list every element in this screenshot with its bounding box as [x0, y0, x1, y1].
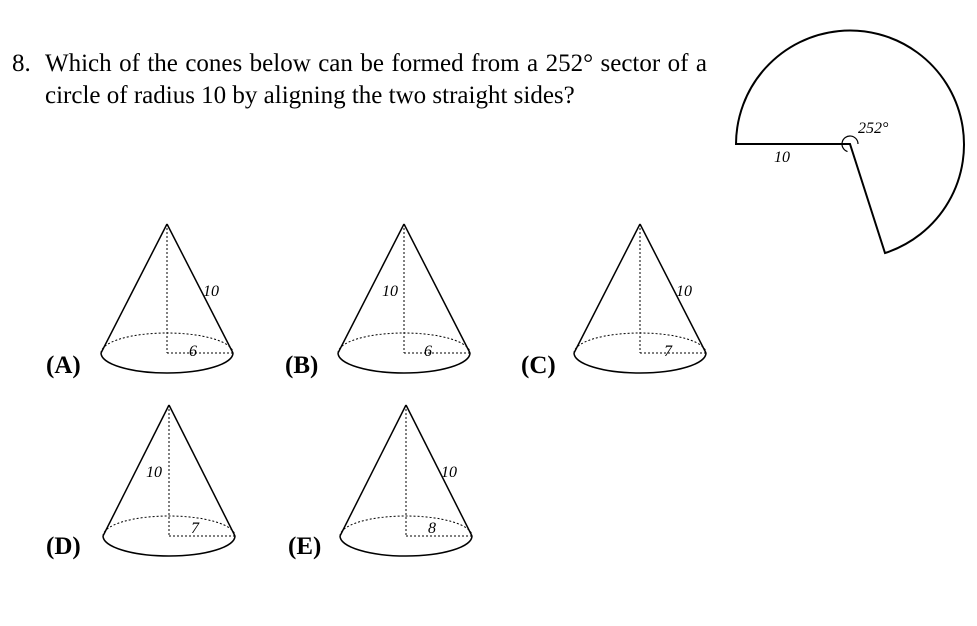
sector-outline [736, 31, 964, 253]
cone-d-radius-label: 7 [191, 520, 199, 537]
sector-figure [736, 31, 964, 253]
cone-e-slant-label: 10 [441, 464, 457, 481]
option-d-label[interactable]: (D) [46, 533, 81, 560]
option-e-label[interactable]: (E) [288, 533, 322, 560]
cone-a[interactable] [101, 224, 233, 373]
cone-d-height-label: 10 [146, 464, 162, 481]
sector-radius-label: 10 [774, 149, 790, 166]
cone-b-height-label: 10 [382, 283, 398, 300]
cone-c-radius-label: 7 [664, 343, 672, 360]
cone-b-radius-label: 6 [424, 343, 432, 360]
cone-b[interactable] [338, 224, 470, 373]
cone-d[interactable] [103, 405, 235, 556]
cone-a-radius-label: 6 [189, 343, 197, 360]
option-a-label[interactable]: (A) [46, 352, 81, 379]
option-b-label[interactable]: (B) [285, 352, 319, 379]
option-c-label[interactable]: (C) [521, 352, 556, 379]
cone-e-radius-label: 8 [428, 520, 436, 537]
question-text: Which of the cones below can be formed from a 252° sector of a circle of radius 10 by aligning the two straight sides? [45, 50, 707, 109]
cone-e[interactable] [340, 405, 472, 556]
cone-c-slant-label: 10 [676, 283, 692, 300]
cone-a-slant-label: 10 [203, 283, 219, 300]
question-number: 8. [12, 50, 31, 77]
sector-angle-label: 252° [858, 120, 889, 137]
cone-c[interactable] [574, 224, 706, 373]
